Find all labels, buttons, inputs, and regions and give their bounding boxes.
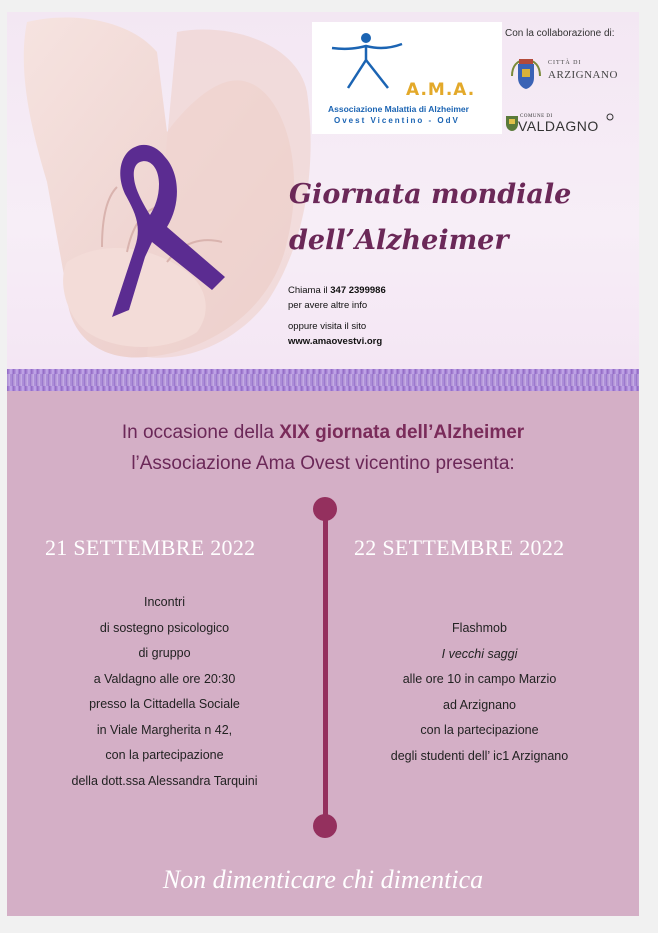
right-event-line: con la partecipazione [420,723,539,737]
ama-logo [312,22,502,134]
left-event-line: a Valdagno alle ore 20:30 [93,671,236,686]
left-event-line: della dott.ssa Alessandra Tarquini [71,773,258,788]
intro-prefix: In occasione della [121,422,280,443]
ama-figure-icon [328,30,406,92]
headline-line2: dell’Alzheimer [289,225,509,256]
call-suffix: per avere altre info [288,299,368,311]
ama-letters: A.M.A. [406,80,476,100]
contact-info [288,284,386,349]
intro-bold: XIX giornata dell’Alzheimer [279,422,525,443]
ama-name: Associazione Malattia di Alzheimer [328,104,469,114]
hands-with-ribbon-image [7,12,317,369]
right-event-title: I vecchi saggi [441,646,518,661]
intro-line2: l’Associazione Ama Ovest vicentino presenta: [131,453,515,474]
left-event-line: di sostegno psicologico [99,620,230,635]
left-event-line: in Viale Margherita n 42, [96,722,233,737]
website-link: www.amaovestvi.org [288,335,383,347]
arzignano-city-label: CITTÀ DI [548,60,582,66]
valdagno-star-icon [605,112,615,122]
left-event-line: con la partecipazione [105,748,224,762]
glitter-ribbon-band [7,369,639,391]
poster-bottom-section [7,391,639,916]
left-event-line: di gruppo [138,646,191,660]
valdagno-comune-label: COMUNE DI [520,114,553,119]
right-event-line: Flashmob [452,621,507,635]
left-event-details [17,590,312,794]
site-prefix: oppure visita il sito [288,321,367,332]
left-event-line: presso la Cittadella Sociale [89,697,240,711]
poster-top-section [7,12,639,369]
call-prefix: Chiama il [288,285,331,296]
left-event-line: Incontri [144,595,185,609]
right-event-details [337,616,622,769]
arzignano-name: ARZIGNANO [548,69,618,81]
right-event-line: ad Arzignano [443,697,516,712]
arzignano-crest-icon [507,56,545,92]
ama-subtitle: Ovest Vicentino - OdV [334,116,460,125]
slogan: Non dimenticare chi dimentica [162,865,484,894]
timeline-dot-bottom [313,814,337,838]
intro-text [7,417,639,479]
headline-line1: Giornata mondiale [289,179,572,210]
poster [7,12,639,916]
collaboration-title: Con la collaborazione di: [505,28,615,39]
right-event-line: alle ore 10 in campo Marzio [402,672,557,686]
phone-number: 347 2399986 [330,285,386,296]
valdagno-crest-icon [505,114,519,132]
timeline-dot-top [313,497,337,521]
right-event-date: 22 SETTEMBRE 2022 [354,535,565,560]
left-event-date: 21 SETTEMBRE 2022 [45,535,256,560]
valdagno-name: VALDAGNO [518,118,599,134]
right-event-line: degli studenti dell’ ic1 Arzignano [390,748,569,763]
headline [289,172,634,264]
call-line [288,284,386,299]
timeline-line [323,512,328,829]
